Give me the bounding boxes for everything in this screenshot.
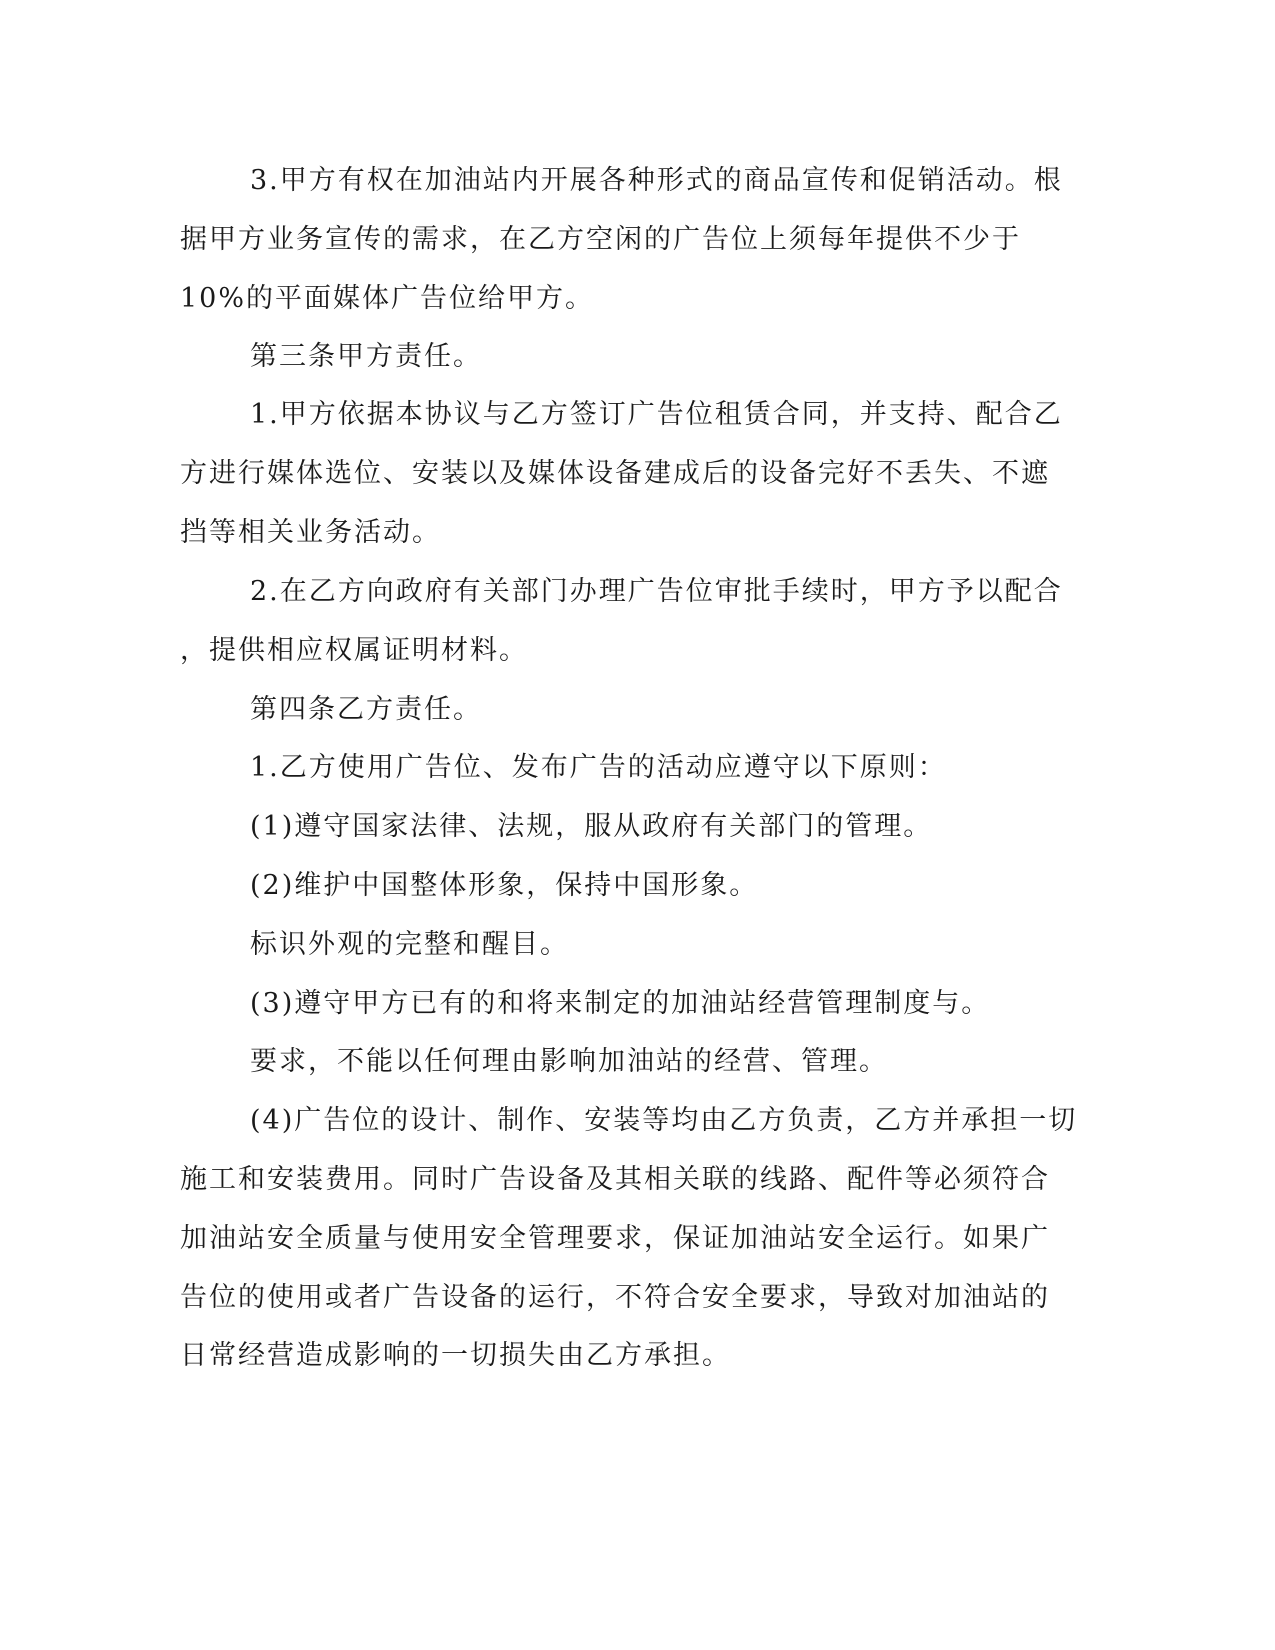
- article-4-heading: 第四条乙方责任。: [250, 694, 482, 725]
- article-3-item-2-line-2: ，提供相应权属证明材料。: [180, 635, 528, 666]
- article-4-item-1: 1.乙方使用广告位、发布广告的活动应遵守以下原则：: [250, 752, 947, 783]
- article-4-subitem-1: (1)遵守国家法律、法规，服从政府有关部门的管理。: [250, 811, 933, 842]
- article-4-subitem-3-continuation: 要求，不能以任何理由影响加油站的经营、管理。: [250, 1046, 888, 1077]
- paragraph-3-line-3: 10%的平面媒体广告位给甲方。: [180, 283, 595, 314]
- article-4-subitem-2-continuation: 标识外观的完整和醒目。: [250, 929, 569, 960]
- article-4-subitem-4-line-2: 施工和安装费用。同时广告设备及其相关联的线路、配件等必须符合: [180, 1164, 1050, 1195]
- article-4-subitem-4-line-4: 告位的使用或者广告设备的运行，不符合安全要求，导致对加油站的: [180, 1282, 1050, 1313]
- article-4-subitem-3: (3)遵守甲方已有的和将来制定的加油站经营管理制度与。: [250, 988, 991, 1019]
- article-3-item-2-line-1: 2.在乙方向政府有关部门办理广告位审批手续时，甲方予以配合: [250, 576, 1063, 607]
- paragraph-3-line-1: 3.甲方有权在加油站内开展各种形式的商品宣传和促销活动。根: [250, 165, 1063, 196]
- article-4-subitem-4-line-5: 日常经营造成影响的一切损失由乙方承担。: [180, 1340, 731, 1371]
- article-4-subitem-4-line-1: (4)广告位的设计、制作、安装等均由乙方负责，乙方并承担一切: [250, 1105, 1078, 1136]
- article-4-subitem-2: (2)维护中国整体形象，保持中国形象。: [250, 870, 759, 901]
- article-3-heading: 第三条甲方责任。: [250, 341, 482, 372]
- article-3-item-1-line-3: 挡等相关业务活动。: [180, 517, 441, 548]
- paragraph-3-line-2: 据甲方业务宣传的需求，在乙方空闲的广告位上须每年提供不少于: [180, 224, 1021, 255]
- article-3-item-1-line-2: 方进行媒体选位、安装以及媒体设备建成后的设备完好不丢失、不遮: [180, 458, 1050, 489]
- article-4-subitem-4-line-3: 加油站安全质量与使用安全管理要求，保证加油站安全运行。如果广: [180, 1223, 1050, 1254]
- article-3-item-1-line-1: 1.甲方依据本协议与乙方签订广告位租赁合同，并支持、配合乙: [250, 399, 1063, 430]
